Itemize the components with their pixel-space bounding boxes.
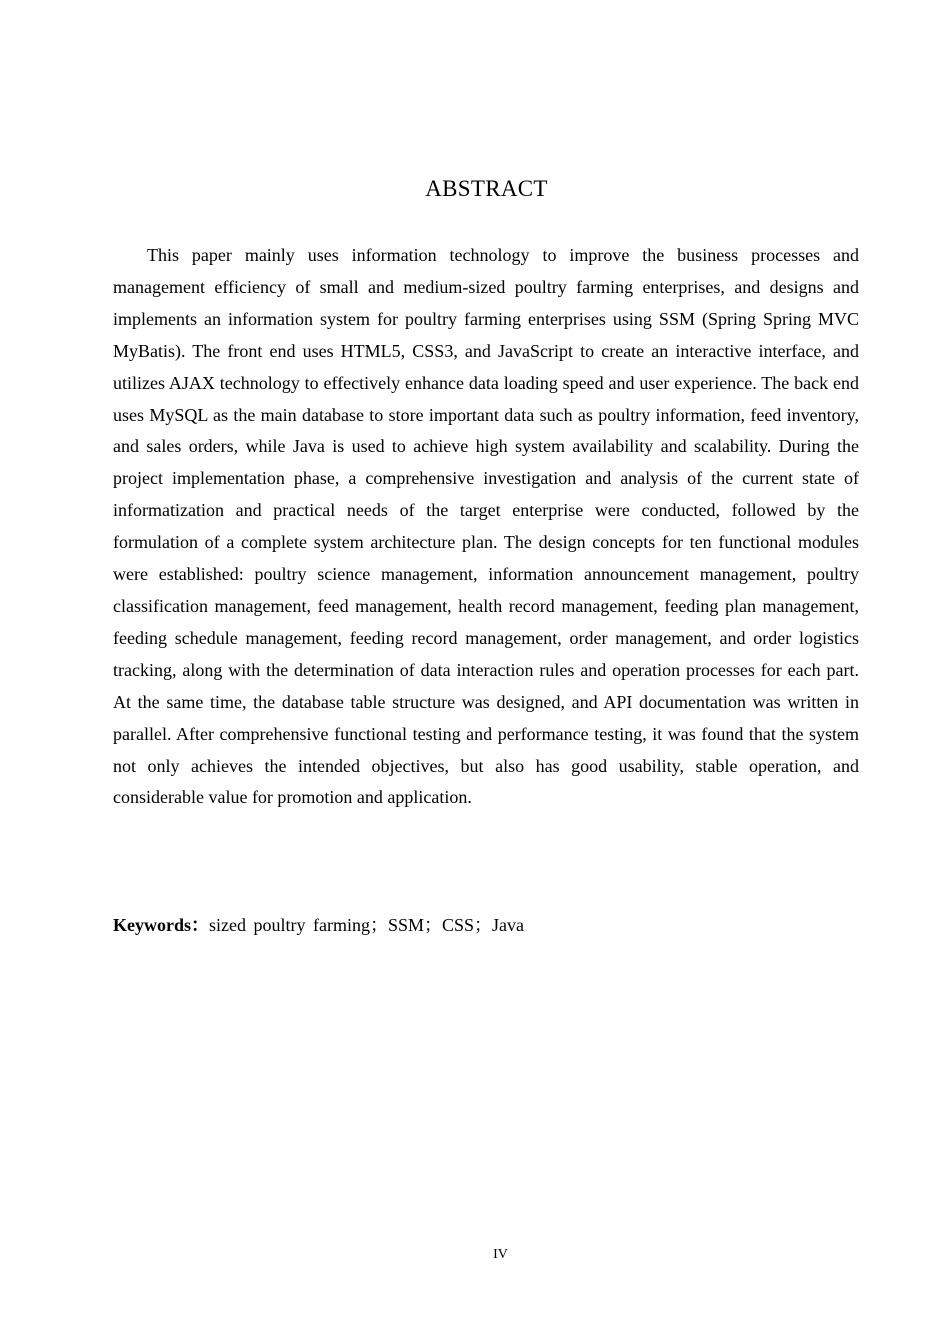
abstract-title: ABSTRACT [425,176,548,201]
page-number: IV [493,1247,508,1262]
keywords-list: sized poultry farming；SSM；CSS；Java [209,915,524,935]
keywords-label: Keywords： [113,915,209,935]
keywords-line [113,910,859,942]
abstract-body: This paper mainly uses information technology to improve the business processes and management efficiency of small and medium-sized poultry farming enterprises, and designs and implements an information system for poultry farming enterprises using SSM (Spring Spring MVC MyBatis). The front end uses HTML5, CSS3, and JavaScript to create an interactive interface, and utilizes AJAX technology to effectively enhance data loading speed and user experience. The back end uses MySQL as the main database to store important data such as poultry information, feed inventory, and sales orders, while Java is used to achieve high system availability and scalability. During the project implementation phase, a comprehensive investigation and analysis of the current state of informatization and practical needs of the target enterprise were conducted, followed by the formulation of a complete system architecture plan. The design concepts for ten functional modules were established: poultry science management, information announcement management, poultry classification management, feed management, health record management, feeding plan management, feeding schedule management, feeding record management, order management, and order logistics tracking, along with the determination of data interaction rules and operation processes for each part. At the same time, the database table structure was designed, and API documentation was written in parallel. After comprehensive functional testing and performance testing, it was found that the system not only achieves the intended objectives, but also has good usability, stable operation, and considerable value for promotion and application. [113,245,859,808]
